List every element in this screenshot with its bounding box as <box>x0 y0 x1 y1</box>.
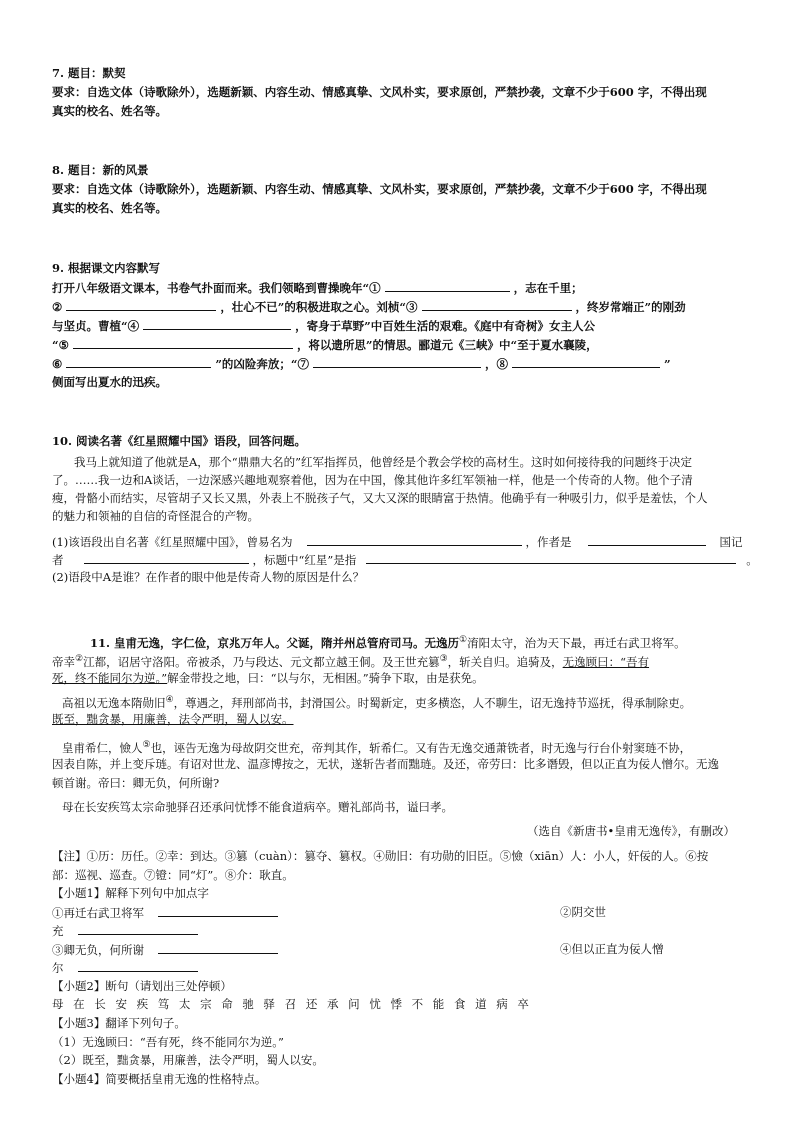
q11-subquestion1: 【小题1】解释下列句中加点字 <box>52 886 209 900</box>
answer-blank-4[interactable] <box>143 317 291 330</box>
q7-requirement-line1: 要求：自选文体（诗歌除外），选题新颖、内容生动、情感真挚、文风朴实，要求原创，严禁抄袭，文章不少于600 字，不得出现 <box>52 85 707 99</box>
q9-line3: 与坚贞。曹植“④ ，寄身于草野”中百姓生活的艰难。《庭中有奇树》女主人公 <box>52 319 595 333</box>
q7-requirement-line2: 真实的校名、姓名等。 <box>52 104 167 118</box>
q11-passage-line9: 母在长安疾笃太宗命驰驿召还承问忧悸不能食道病卒。赠礼部尚书，谥曰孝。 <box>62 800 453 814</box>
q11-word1: ①再迁右武卫将军 <box>52 904 282 921</box>
answer-blank-word3[interactable] <box>158 941 278 954</box>
q9-line4: “⑤ ，将以遗所思”的情思。郦道元《三峡》中“至于夏水襄陵， <box>52 338 598 352</box>
q11-word2: ②阴交世 <box>560 905 606 919</box>
q11-passage-line3: 死，终不能同尔为逆。”解金带投之地，曰：“以与尔，无相困。”骑争下取，由是获免。 <box>52 671 484 685</box>
q8-requirement-line2: 真实的校名、姓名等。 <box>52 201 167 215</box>
answer-blank-word4[interactable] <box>78 959 198 972</box>
q10-sub1-line1: (1)该语段出自名著《红星照耀中国》，曾易名为 ，作者是 国记 <box>52 535 743 549</box>
q11-passage-line7: 因表自陈，并上变斥琏。有诏对世龙、温彦博按之，无状，遂斩告者而黜琏。及还，帝劳曰：比多谮毁，但以正直为佞人憎尔。无逸 <box>52 757 719 771</box>
q9-title: 9. 根据课文内容默写 <box>52 261 161 275</box>
answer-blank-6[interactable] <box>66 355 211 368</box>
answer-blank-8[interactable] <box>512 355 660 368</box>
answer-blank-journalist[interactable] <box>84 551 249 564</box>
q11-punctuation-sentence[interactable]: 母 在 长 安 疾 笃 太 宗 命 驰 驿 召 还 承 问 忧 悸 不 能 食 道 病 卒 <box>52 997 532 1011</box>
q11-passage-line6: 皇甫希仁，憸人⑤也，诬告无逸为母故阴交世充，帝判其作，斩希仁。又有告无逸交通萧铣者，时无逸与行台仆射窦琏不协， <box>62 740 692 755</box>
q11-word4: ④但以正直为佞人憎 <box>560 942 664 956</box>
q10-passage-line3: 瘦，骨骼小而结实，尽管胡子又长又黑，外表上不脱孩子气，又大又深的眼睛富于热情。他确乎有一种吸引力，似乎是羞怯，个人 <box>52 491 708 505</box>
q11-note-line2: 部：巡视、巡查。⑦镫：同“灯”。⑧介：耿直。 <box>52 868 294 882</box>
answer-blank-3[interactable] <box>422 298 572 311</box>
answer-blank-word1[interactable] <box>158 904 278 917</box>
q11-subquestion3: 【小题3】翻译下列句子。 <box>52 1016 186 1030</box>
q11-subquestion4: 【小题4】简要概括皇甫无逸的性格特点。 <box>52 1072 267 1086</box>
q11-subquestion2: 【小题2】断句（请划出三处停顿） <box>52 979 232 993</box>
q11-passage-line8: 顿首谢。帝曰：卿无负，何所谢? <box>52 776 220 790</box>
q9-line1: 打开八年级语文课本，书卷气扑面而来。我们领略到曹操晚年“① ，志在千里； <box>52 281 583 295</box>
answer-blank-1[interactable] <box>385 279 510 292</box>
q11-passage-line4: 高祖以无逸本隋勋旧④，尊遇之，拜刑部尚书，封滑国公。时蜀新定，吏多横恣，人不聊生，诏无逸持节巡抚，得承制除吏。 <box>62 695 692 710</box>
q9-line2: ② ，壮心不已”的积极进取之心。刘桢“③ ，终岁常端正”的刚劲 <box>52 300 686 314</box>
answer-blank-2[interactable] <box>66 298 216 311</box>
answer-blank-word2[interactable] <box>78 922 198 935</box>
answer-blank-7[interactable] <box>313 355 481 368</box>
q8-title: 8. 题目：新的风景 <box>52 163 149 177</box>
q9-line5: ⑥ ”的凶险奔放；“⑦ ，⑧ ” <box>52 357 671 371</box>
q11-passage-line2: 帝幸②江都，诏居守洛阳。帝被杀，乃与段达、元文都立越王侗。及王世充篡③，斩关自归。追骑及，无逸顾曰：“吾有 <box>52 654 650 669</box>
q11-word2-cont: 充 <box>52 922 202 939</box>
q11-passage-line5: 既至，黜贪暴，用廉善，法令严明，蜀人以安。 <box>52 712 294 726</box>
answer-blank-author[interactable] <box>588 533 706 546</box>
answer-blank-5[interactable] <box>73 336 293 349</box>
q10-sub1-line2: 者 ，标题中“红星”是指 。 <box>52 553 758 567</box>
q11-source: （选自《新唐书•皇甫无逸传》，有删改） <box>527 824 736 838</box>
q10-passage-line4: 的魅力和领袖的自信的奇怪混合的产物。 <box>52 509 259 523</box>
q8-requirement-line1: 要求：自选文体（诗歌除外），选题新颖、内容生动、情感真挚、文风朴实，要求原创，严禁抄袭，文章不少于600 字，不得出现 <box>52 182 707 196</box>
q11-translate-1: （1）无逸顾曰：“吾有死，终不能同尔为逆。” <box>52 1035 284 1049</box>
q10-passage-line1: 我马上就知道了他就是A，那个“鼎鼎大名的”红军指挥员，他曾经是个教会学校的高材生。这时如何接待我的问题终于决定 <box>74 455 693 469</box>
q10-title: 10. 阅读名著《红星照耀中国》语段，回答问题。 <box>52 434 307 448</box>
q11-translate-2: （2）既至，黜贪暴，用廉善，法令严明，蜀人以安。 <box>52 1053 324 1067</box>
q11-word4-cont: 尔 <box>52 959 202 976</box>
q11-passage-line1: 11. 皇甫无逸，字仁俭，京兆万年人。父诞，隋并州总管府司马。无逸历①淯阳太守，治为天下最，再迁右武卫将军。 <box>90 635 686 650</box>
q11-word3: ③卿无负，何所谢 <box>52 941 282 958</box>
q7-title: 7. 题目：默契 <box>52 66 126 80</box>
q9-line6: 侧面写出夏水的迅疾。 <box>52 375 167 389</box>
q10-passage-line2: 了。……我一边和A谈话，一边深感兴趣地观察着他，因为在中国，像其他许多红军领袖一样，他是一个传奇的人物。他个子清 <box>52 473 693 487</box>
answer-blank-red-star[interactable] <box>366 551 736 564</box>
q10-sub2: (2)语段中A是谁？在作者的眼中他是传奇人物的原因是什么？ <box>52 570 365 584</box>
q11-note-line1: 【注】①历：历任。②幸：到达。③篡（cuàn）：篡夺、篡权。④勋旧：有功勋的旧臣。⑤憸（xiān）人：小人，奸佞的人。⑥按 <box>52 849 709 863</box>
answer-blank-former-title[interactable] <box>307 533 522 546</box>
